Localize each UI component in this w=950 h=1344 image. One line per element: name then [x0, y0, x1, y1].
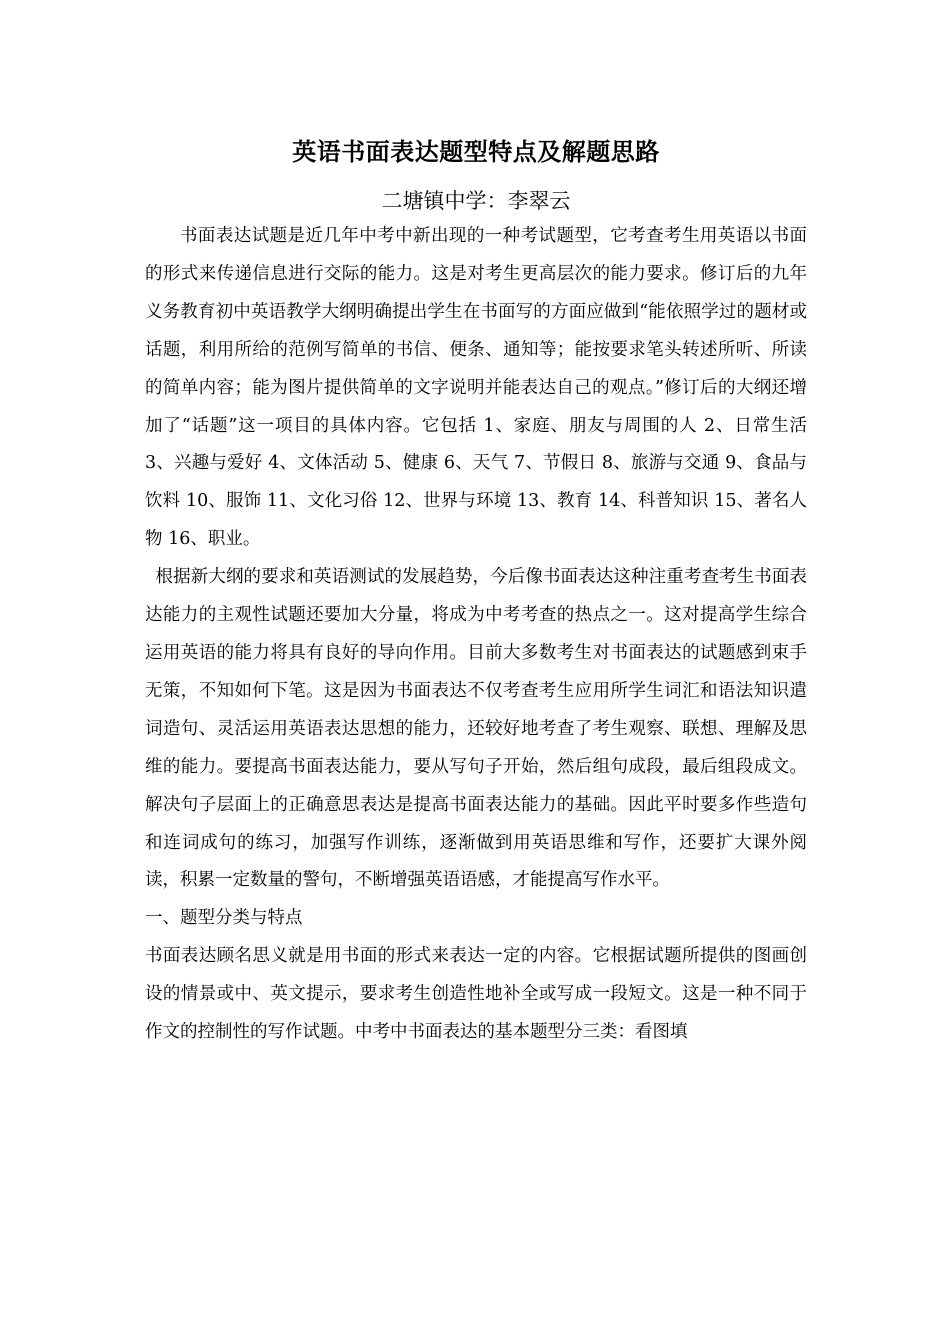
paragraph-intro: 书面表达试题是近几年中考中新出现的一种考试题型，它考查考生用英语以书面的形式来传递信息进行交际的能力。这是对考生更高层次的能力要求。修订后的九年义务教育初中英语教学大纲明确提出学生在书面写的方面应做到“能依照学过的题材或话题，利用所给的范例写简单的书信、便条、通知等；能按要求笔头转述所听、所读的简单内容；能为图片提供简单的文字说明并能表达自己的观点。”修订后的大纲还增加了“话题”这一项目的具体内容。它包括 1、家庭、朋友与周围的人 2、日常生活 3、兴趣与爱好 4、文体活动 5、健康 6、天气 7、节假日 8、旅游与交通 9、食品与饮料 10、服饰 11、文化习俗 12、世界与环境 13、教育 14、科普知识 15、著名人物 16、职业。	[145, 226, 807, 550]
paragraph-trend: 根据新大纲的要求和英语测试的发展趋势，今后像书面表达这种注重考查考生书面表达能力的主观性试题还要加大分量，将成为中考考查的热点之一。这对提高学生综合运用英语的能力将具有良好的导向作用。目前大多数考生对书面表达的试题感到束手无策，不知如何下笔。这是因为书面表达不仅考查考生应用所学生词汇和语法知识遣词造句、灵活运用英语表达思想的能力，还较好地考查了考生观察、联想、理解及思维的能力。要提高书面表达能力，要从写句子开始，然后组句成段，最后组段成文。解决句子层面上的正确意思表达是提高书面表达能力的基础。因此平时要多作些造句和连词成句的练习，加强写作训练，逐渐做到用英语思维和写作，还要扩大课外阅读，积累一定数量的警句，不断增强英语语感，才能提高写作水平。	[145, 567, 807, 891]
author-line: 二塘镇中学：李翠云	[381, 189, 571, 213]
paragraph-section-one: 书面表达顾名思义就是用书面的形式来表达一定的内容。它根据试题所提供的图画创设的情景或中、英文提示，要求考生创造性地补全或写成一段短文。这是一种不同于作文的控制性的写作试题。中考中书面表达的基本题型分三类：看图填	[145, 946, 807, 1043]
document-page	[145, 128, 807, 1052]
document-title: 英语书面表达题型特点及解题思路	[292, 137, 660, 166]
section-heading: 一、题型分类与特点	[145, 908, 303, 929]
